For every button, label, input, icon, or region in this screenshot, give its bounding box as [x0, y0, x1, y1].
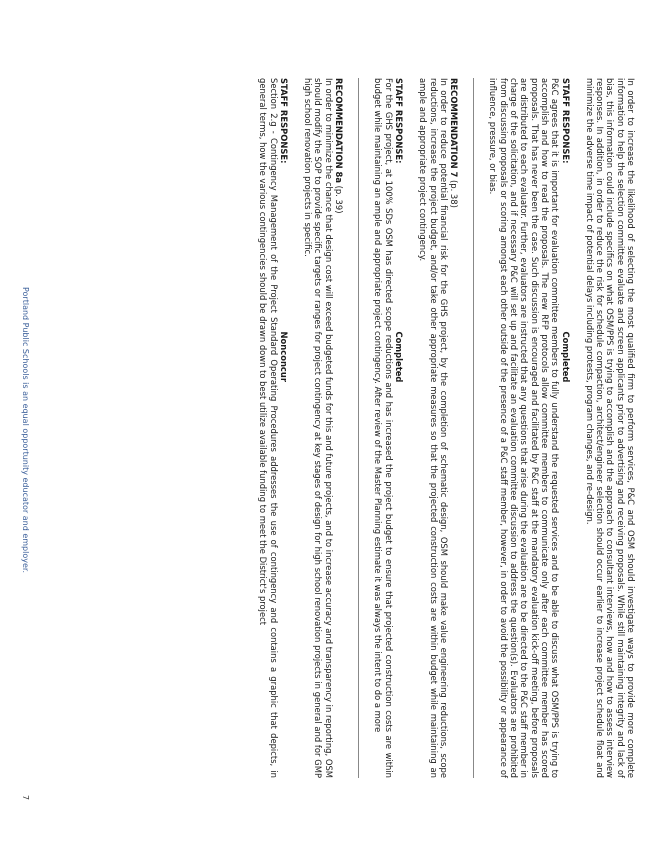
- page-number: 7: [21, 795, 30, 801]
- recommendation-heading: [449, 78, 459, 778]
- response-status: Completed: [560, 331, 571, 383]
- recommendation-text: In order to minimize the chance that design cost will exceed budgeted funds for this and future projects, and to increase accuracy and transparency in reporting, OSM should modify the SOP to provide specific targets or ranges for project contingency at key stages of design for high school renovation projects in general and for GMP high school renovation projects in specific.: [303, 78, 334, 778]
- staff-response-label: STAFF RESPONSE:: [560, 78, 571, 164]
- staff-response-text: P&C agrees that it is important for evaluation committee members to fully understand the requested services and to be able to discuss what OSM/PPS is trying to accomplish and how to read the proposals. The new RFP protocols allow committee members to communicate only after each committee member has scored proposals. That has never been the case. Such discussion is encouraged and facilitated by P&C staff at the mandatory evaluation kick-off meeting, before proposals are distributed to each evaluator. Further, evaluators are instructed that any questions that arise during the evaluation are to be directed to the P&C staff member in charge of the solicitation, and if necessary P&C will set up and facilitate an evaluation committee discussion to address the question(s). Evaluators are prohibited from discussing proposals or scoring amongst each other outside of the presence of a P&C staff member, however, in order to avoid the possibility or appearance of influence, pressure, or bias.: [488, 78, 561, 778]
- staff-response-heading: [560, 78, 570, 778]
- recommendation-page-ref: (p. 38): [449, 180, 460, 208]
- recommendation-page-ref: (p. 39): [334, 185, 345, 214]
- staff-response-text: For the GHS project, at 100% SDs OSM has directed scope reductions and has increased the project budget to ensure that projected construction costs are within budget while maintaining an ample and appropriate project contingency. After review of the Master Planning estimate it was always the intent to do a more: [373, 78, 394, 778]
- staff-response-heading: [279, 78, 289, 778]
- page-content: [244, 78, 636, 778]
- recommendation-title: RECOMMENDATION 7: [449, 78, 460, 178]
- response-status: Nonconcur: [278, 331, 289, 382]
- recommendation-title: RECOMMENDATION 8a: [334, 78, 345, 183]
- section-divider: [473, 78, 474, 778]
- recommendation-heading: [334, 78, 344, 778]
- staff-response-heading: [394, 78, 404, 778]
- section-divider: [358, 78, 359, 778]
- staff-response-text: Section 2.g - Contingency Management of the Project Standard Operating Procedures addresses the use of contingency and contains a graphic that depicts, in general terms, how the various contingencies should be drawn down to best utilize available funding to meet the District's project: [258, 78, 279, 778]
- recommendation-text: In order to reduce potential financial risk for the GHS project, by the completion of schematic design, OSM should make value engineering reductions, scope reductions, increase the project budget, and/or take other appropriate measures so that the projected construction costs are within budget while maintaining an ample and appropriate project contingency.: [418, 78, 449, 778]
- staff-response-label: STAFF RESPONSE:: [393, 78, 404, 164]
- staff-response-label: STAFF RESPONSE:: [278, 78, 289, 164]
- intro-paragraph: In order to increase the likelihood of selecting the most qualified firm to perform services, P&C and OSM should investigate ways to provide more complete information to help the selection committee evaluate and screen applicants prior to advertising and receiving proposals. While still maintaining integrity and lack of bias, this information could include specifics on what OSM/PPS is trying to accomplish and the approach to consultant interviews, how and how to assess interview responses. In addition, in order to reduce the risk for schedule compaction, architect/engineer selection should occur earlier to increase project schedule float and minimize the adverse time impact of potential delays including protests, program changes, and re-design.: [584, 78, 636, 778]
- response-status: Completed: [393, 331, 404, 383]
- page-footer: Portland Public Schools is an equal opportunity educator and employer.: [21, 287, 30, 573]
